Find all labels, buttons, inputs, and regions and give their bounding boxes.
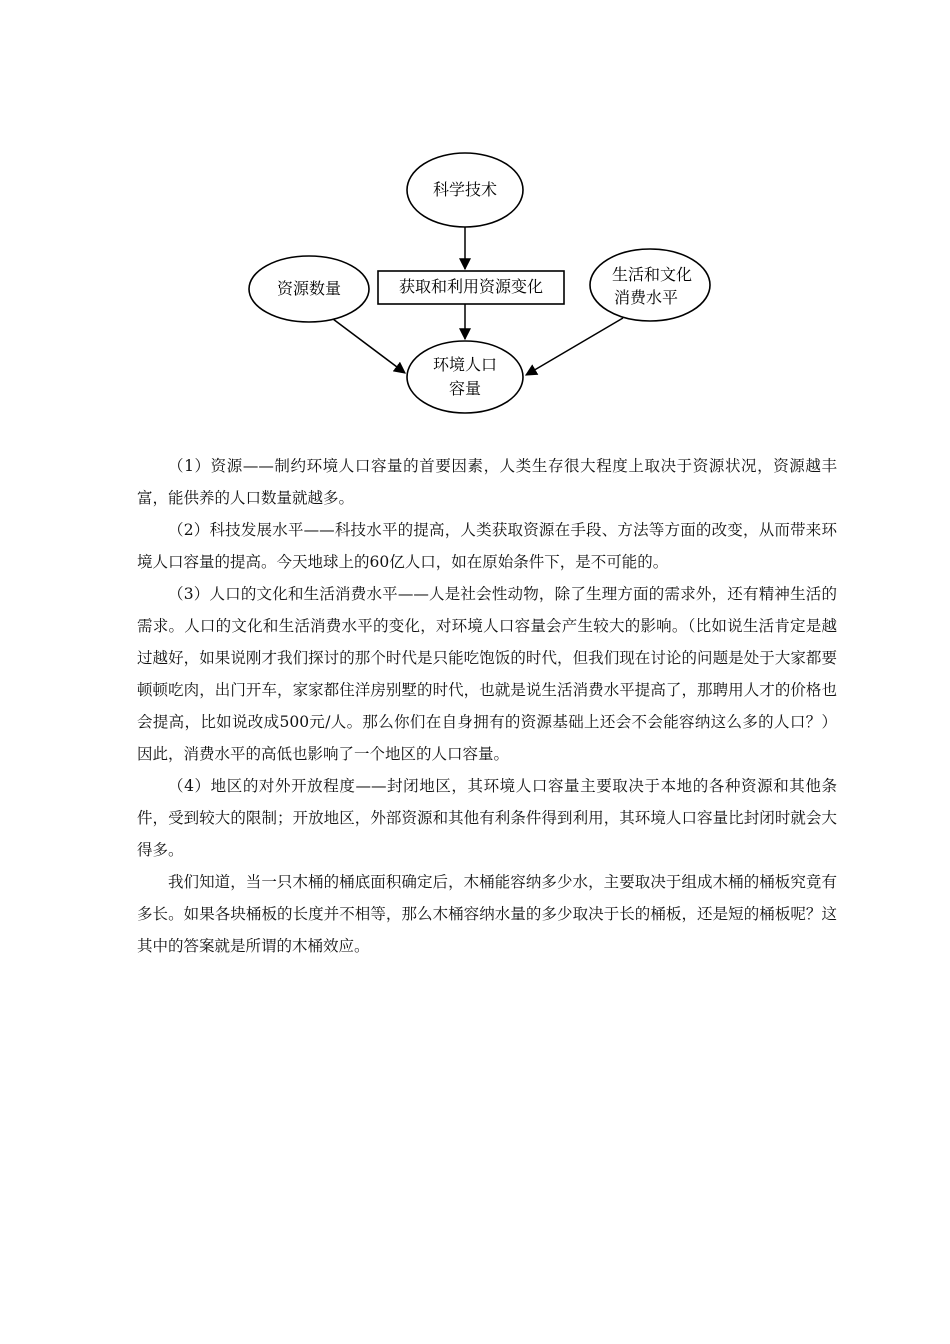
arrow-resources-to-capacity	[333, 319, 405, 373]
capacity-node-shape	[407, 341, 523, 413]
capacity-node-label-line1: 环境人口	[432, 355, 497, 374]
arrow-living-to-capacity	[526, 318, 623, 375]
resources-node-label: 资源数量	[276, 279, 341, 298]
living-node-label-line2: 消费水平	[613, 288, 678, 307]
paragraph-resources: （1）资源——制约环境人口容量的首要因素，人类生存很大程度上取决于资源状况，资源越丰富，能供养的人口数量就越多。	[137, 457, 837, 507]
acquire-node-label: 获取和利用资源变化	[398, 277, 543, 296]
factor-diagram	[0, 0, 950, 440]
science-node-label: 科学技术	[432, 180, 497, 199]
body-text	[137, 450, 837, 962]
paragraph-technology: （2）科技发展水平——科技水平的提高，人类获取资源在手段、方法等方面的改变，从而带来环境人口容量的提高。今天地球上的60亿人口，如在原始条件下，是不可能的。	[137, 521, 837, 571]
paragraph-openness: （4）地区的对外开放程度——封闭地区，其环境人口容量主要取决于本地的各种资源和其他条件，受到较大的限制；开放地区，外部资源和其他有利条件得到利用，其环境人口容量比封闭时就会大得多。	[137, 777, 837, 859]
capacity-node-label-line2: 容量	[448, 379, 481, 398]
paragraph-consumption: （3）人口的文化和生活消费水平——人是社会性动物，除了生理方面的需求外，还有精神生活的需求。人口的文化和生活消费水平的变化，对环境人口容量会产生较大的影响。（比如说生活肯定是越过越好，如果说刚才我们探讨的那个时代是只能吃饱饭的时代，但我们现在讨论的问题是处于大家都要顿顿吃肉，出门开车，家家都住洋房别墅的时代，也就是说生活消费水平提高了，那聘用人才的价格也会提高，比如说改成500元/人。那么你们在自身拥有的资源基础上还会不会能容纳这么多的人口？）因此，消费水平的高低也影响了一个地区的人口容量。	[137, 585, 837, 763]
paragraph-barrel-effect: 我们知道，当一只木桶的桶底面积确定后，木桶能容纳多少水，主要取决于组成木桶的桶板究竟有多长。如果各块桶板的长度并不相等，那么木桶容纳水量的多少取决于长的桶板，还是短的桶板呢？这其中的答案就是所谓的木桶效应。	[137, 873, 837, 955]
living-node-label-line1: 生活和文化	[611, 265, 692, 284]
